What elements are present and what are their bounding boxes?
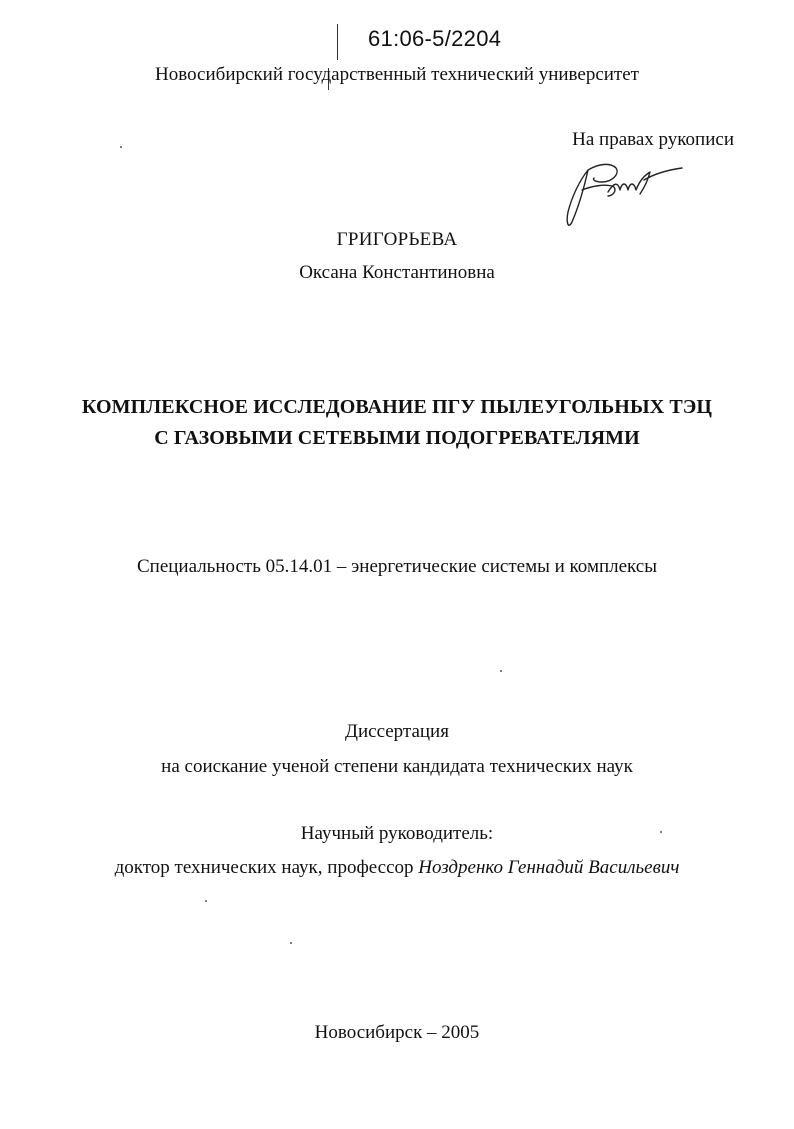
advisor-name: Ноздренко Геннадий Васильевич (418, 857, 680, 878)
city-year: Новосибирск – 2005 (314, 1022, 480, 1043)
scan-speck (660, 831, 662, 833)
stamp-vertical-line (337, 24, 338, 60)
university-name: Новосибирский государственный технический университет (155, 64, 639, 85)
rights-note: На правах рукописи (572, 129, 734, 150)
work-type: Диссертация (345, 721, 449, 742)
scan-speck (120, 146, 122, 148)
handwritten-signature (558, 152, 688, 234)
degree-statement: на соискание ученой степени кандидата технических наук (161, 756, 633, 777)
scan-speck (290, 942, 292, 944)
author-given-names: Оксана Константиновна (299, 262, 495, 283)
thesis-title-line-2: С ГАЗОВЫМИ СЕТЕВЫМИ ПОДОГРЕВАТЕЛЯМИ (154, 427, 640, 449)
scan-speck (205, 900, 207, 902)
archive-code: 61:06-5/2204 (368, 26, 502, 51)
scan-speck (500, 670, 502, 672)
advisor-line (0, 857, 794, 879)
advisor-credentials: доктор технических наук, профессор (114, 857, 419, 878)
author-surname: ГРИГОРЬЕВА (336, 229, 458, 250)
advisor-label: Научный руководитель: (300, 823, 494, 844)
specialty: Специальность 05.14.01 – энергетические системы и комплексы (136, 556, 658, 577)
thesis-title-line-1: КОМПЛЕКСНОЕ ИССЛЕДОВАНИЕ ПГУ ПЫЛЕУГОЛЬНЫХ ТЭЦ (81, 396, 713, 418)
